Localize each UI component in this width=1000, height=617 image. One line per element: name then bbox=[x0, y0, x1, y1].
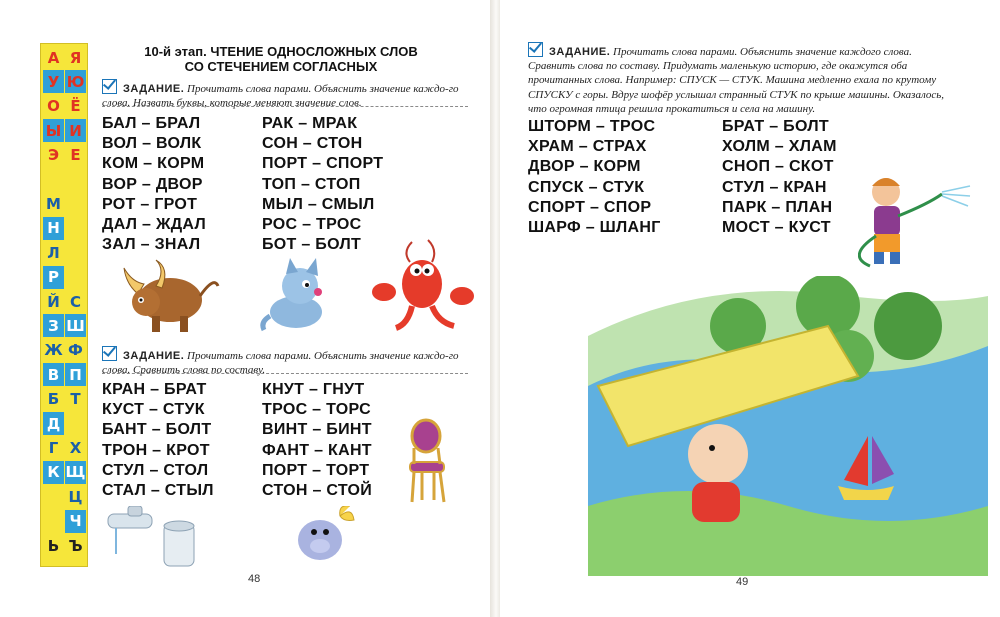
word-pair: КУСТ – СТУК bbox=[102, 401, 205, 419]
word-pair: ТОП – СТОП bbox=[262, 175, 361, 193]
word-pair: СПУСК – СТУК bbox=[528, 178, 645, 196]
word-pair: ЗАЛ – ЗНАЛ bbox=[102, 236, 201, 254]
alphabet-letter: Ш bbox=[65, 314, 86, 337]
word-pair: ШТОРМ – ТРОС bbox=[528, 118, 656, 135]
boy-with-hose-illustration-icon bbox=[858, 172, 972, 268]
word-pairs-column-5 bbox=[528, 117, 661, 238]
alphabet-letter: Ы bbox=[43, 119, 64, 142]
river-scene-illustration-icon bbox=[588, 276, 988, 576]
alphabet-letter: Э bbox=[47, 146, 59, 165]
word-pair: ВОР – ДВОР bbox=[102, 175, 203, 193]
crayfish-illustration-icon bbox=[372, 236, 476, 332]
left-page bbox=[0, 0, 492, 617]
alphabet-letter: Р bbox=[43, 266, 64, 289]
alphabet-letter: Ж bbox=[44, 341, 63, 360]
word-pair: БАЛ – БРАЛ bbox=[102, 115, 201, 132]
word-pair: КРАН – БРАТ bbox=[102, 381, 207, 398]
alphabet-letter: Ч bbox=[65, 510, 86, 533]
chapter-heading bbox=[96, 44, 466, 74]
word-pair: МОСТ – КУСТ bbox=[722, 218, 831, 236]
alphabet-letter: Н bbox=[43, 217, 64, 240]
word-pair: ДАЛ – ЖДАЛ bbox=[102, 215, 206, 233]
word-pair: ТРОН – КРОТ bbox=[102, 441, 210, 459]
word-pair: МЫЛ – СМЫЛ bbox=[262, 195, 375, 213]
task-text: Прочитать слова парами. Объяснить значение каждого слова. Сравнить слова по составу. Придумать маленькую историю, где окажутся оба прочитанных слова. Например: СПУСК — СТУК. Машина медленно ехала по крутому СПУСКУ с горы. Вдруг шофёр услышал странный СТУК по крыше машины. Оказалось, что огромная птица решила прокатиться и села на машину. bbox=[528, 46, 945, 115]
word-pair: КНУТ – ГНУТ bbox=[262, 381, 365, 398]
word-pair: БАНТ – БОЛТ bbox=[102, 421, 212, 439]
alphabet-letter: Щ bbox=[65, 461, 86, 484]
alphabet-strip bbox=[40, 43, 88, 567]
alphabet-letter: Б bbox=[47, 390, 60, 409]
word-pair: СОН – СТОН bbox=[262, 135, 363, 153]
word-pair: РОС – ТРОС bbox=[262, 215, 362, 233]
heading-line-1: 10-й этап. ЧТЕНИЕ ОДНОСЛОЖНЫХ СЛОВ bbox=[144, 44, 418, 59]
alphabet-letter: Т bbox=[70, 390, 81, 409]
alphabet-letter: Я bbox=[69, 48, 82, 67]
word-pair: ПАРК – ПЛАН bbox=[722, 198, 833, 216]
alphabet-letter: К bbox=[43, 461, 64, 484]
word-pair: РОТ – ГРОТ bbox=[102, 195, 198, 213]
word-pair: СТУЛ – СТОЛ bbox=[102, 461, 209, 479]
alphabet-letter: В bbox=[43, 363, 64, 386]
alphabet-letter: И bbox=[65, 119, 86, 142]
divider bbox=[102, 106, 468, 107]
alphabet-letter: Л bbox=[47, 243, 60, 262]
yak-illustration-icon bbox=[108, 256, 220, 336]
alphabet-letter: П bbox=[65, 363, 86, 386]
right-page bbox=[500, 0, 1000, 617]
alphabet-letter: Ь bbox=[47, 536, 60, 555]
alphabet-letter: Й bbox=[47, 292, 60, 311]
task-text: Прочитать слова парами. Объяснить значение каждо-го слова. Назвать буквы, которые меняют значение слов. bbox=[102, 83, 459, 109]
word-pair: СНОП – СКОТ bbox=[722, 158, 834, 176]
alphabet-letter: О bbox=[47, 97, 60, 116]
word-pair: СТАЛ – СТЫЛ bbox=[102, 481, 214, 499]
word-pair: ХОЛМ – ХЛАМ bbox=[722, 138, 837, 156]
chair-illustration-icon bbox=[406, 418, 450, 504]
alphabet-letter: Д bbox=[43, 412, 64, 435]
word-pair: ХРАМ – СТРАХ bbox=[528, 138, 647, 156]
word-pairs-column-6 bbox=[722, 117, 837, 238]
word-pair: СТУЛ – КРАН bbox=[722, 178, 827, 196]
faucet-illustration-icon bbox=[106, 506, 200, 568]
alphabet-letter: Ю bbox=[65, 70, 86, 93]
hippo-with-bow-illustration-icon bbox=[290, 506, 360, 566]
task-label: ЗАДАНИЕ. bbox=[123, 83, 185, 95]
alphabet-letter: С bbox=[69, 292, 81, 311]
alphabet-letter: Х bbox=[69, 438, 82, 457]
alphabet-letter: А bbox=[47, 48, 60, 67]
word-pair: РАК – МРАК bbox=[262, 115, 358, 132]
task-3-instruction bbox=[528, 42, 960, 116]
alphabet-letter: Ё bbox=[70, 97, 81, 116]
task-text: Прочитать слова парами. Объяснить значение каждо-го слова. Сравнить слова по составу. bbox=[102, 350, 459, 376]
word-pair: ПОРТ – СПОРТ bbox=[262, 155, 384, 173]
wolf-illustration-icon bbox=[260, 256, 330, 334]
divider bbox=[102, 373, 468, 374]
word-pair: БРАТ – БОЛТ bbox=[722, 118, 829, 135]
heading-line-2: СО СТЕЧЕНИЕМ СОГЛАСНЫХ bbox=[184, 59, 378, 74]
alphabet-letter: М bbox=[46, 194, 61, 213]
word-pair: СТОН – СТОЙ bbox=[262, 481, 373, 499]
word-pair: ПОРТ – ТОРТ bbox=[262, 461, 370, 479]
word-pairs-column-3 bbox=[102, 380, 214, 501]
word-pair: КОМ – КОРМ bbox=[102, 155, 205, 173]
word-pair: СПОРТ – СПОР bbox=[528, 198, 652, 216]
checkbox-icon bbox=[102, 346, 117, 361]
alphabet-letter: Ц bbox=[68, 487, 83, 506]
word-pair: ВОЛ – ВОЛК bbox=[102, 135, 202, 153]
alphabet-letter: У bbox=[43, 70, 64, 93]
task-label: ЗАДАНИЕ. bbox=[549, 46, 611, 58]
task-label: ЗАДАНИЕ. bbox=[123, 350, 185, 362]
page-number: 49 bbox=[736, 576, 749, 588]
alphabet-letter: Ъ bbox=[68, 536, 83, 555]
word-pairs-column-4 bbox=[262, 380, 372, 501]
word-pair: ФАНТ – КАНТ bbox=[262, 441, 372, 459]
word-pair: ВИНТ – БИНТ bbox=[262, 421, 372, 439]
word-pair: ДВОР – КОРМ bbox=[528, 158, 641, 176]
checkbox-icon bbox=[528, 42, 543, 57]
alphabet-letter: З bbox=[43, 314, 64, 337]
alphabet-letter: Ф bbox=[68, 341, 83, 360]
word-pairs-column-1 bbox=[102, 114, 206, 255]
alphabet-letter: Е bbox=[70, 146, 81, 165]
checkbox-icon bbox=[102, 79, 117, 94]
word-pair: БОТ – БОЛТ bbox=[262, 236, 362, 254]
word-pairs-column-2 bbox=[262, 114, 383, 255]
word-pair: ТРОС – ТОРС bbox=[262, 401, 371, 419]
alphabet-letter: Г bbox=[48, 438, 59, 457]
word-pair: ШАРФ – ШЛАНГ bbox=[528, 218, 661, 236]
page-number: 48 bbox=[248, 573, 261, 585]
